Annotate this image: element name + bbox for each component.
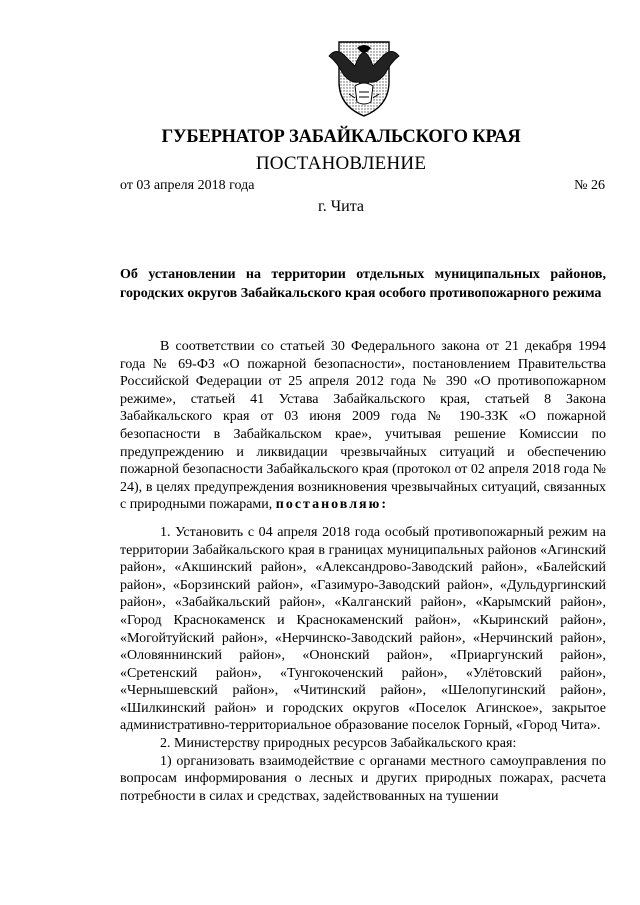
document-number: № 26	[574, 178, 605, 193]
item-1-paragraph: 1. Установить с 04 апреля 2018 года особый противопожарный режим на территории Забайкальского края в границах муниципальных районов «Агинский район», «Акшинский район», «Александрово-Заводский район», «Балейский район», «Борзинский район», «Газимуро-Заводский район», «Дульдургинский район», «Забайкальский район», «Калганский район», «Карымский район», «Город Краснокаменск и Краснокаменский район», «Кыринский район», «Могойтуйский район», «Нерчинско-Заводский район», «Нерчинский район», «Оловяннинский район», «Ононский район», «Приаргунский район», «Сретенский район», «Тунгокоченский район», «Улётовский район», «Чернышевский район», «Читинский район», «Шелопугинский район», «Шилкинский район» и городских округов «Поселок Агинское», закрытое административно-территориальное образование поселок Горный, «Город Чита».	[120, 524, 606, 734]
coat-of-arms-icon	[325, 36, 403, 120]
document-date: от 03 апреля 2018 года	[120, 178, 255, 193]
preamble-paragraph	[120, 338, 606, 514]
preamble-text: В соответствии со статьей 30 Федерального закона от 21 декабря 1994 года № 69-ФЗ «О пожарной безопасности», постановлением Правительства Российской Федерации от 25 апреля 2012 года № 390 «О противопожарном режиме», статьей 41 Устава Забайкальского края, статьей 8 Закона Забайкальского края от 03 июня 2009 года № 190-ЗЗК «О пожарной безопасности в Забайкальском крае», учитывая решение Комиссии по предупреждению и ликвидации чрезвычайных ситуаций и обеспечению пожарной безопасности Забайкальского края (протокол от 02 апреля 2018 года № 24), в целях предупреждения возникновения чрезвычайных ситуаций, связанных с природными пожарами,	[120, 339, 606, 513]
document-body	[120, 338, 606, 805]
resolve-word: постановляю:	[275, 497, 388, 513]
issuer-heading: ГУБЕРНАТОР ЗАБАЙКАЛЬСКОГО КРАЯ	[161, 127, 521, 147]
document-title: Об установлении на территории отдельных муниципальных районов, городских округов Забайкальского края особого противопожарного режима	[120, 267, 606, 301]
item-2-1-paragraph: 1) организовать взаимодействие с органами местного самоуправления по вопросам информирования о лесных и других природных пожарах, расчета потребности в силах и средствах, задействованных на тушении	[120, 753, 606, 804]
document-type-heading: ПОСТАНОВЛЕНИЕ	[255, 153, 427, 174]
item-2-paragraph: 2. Министерству природных ресурсов Забайкальского края:	[160, 736, 517, 752]
document-city: г. Чита	[317, 198, 364, 215]
